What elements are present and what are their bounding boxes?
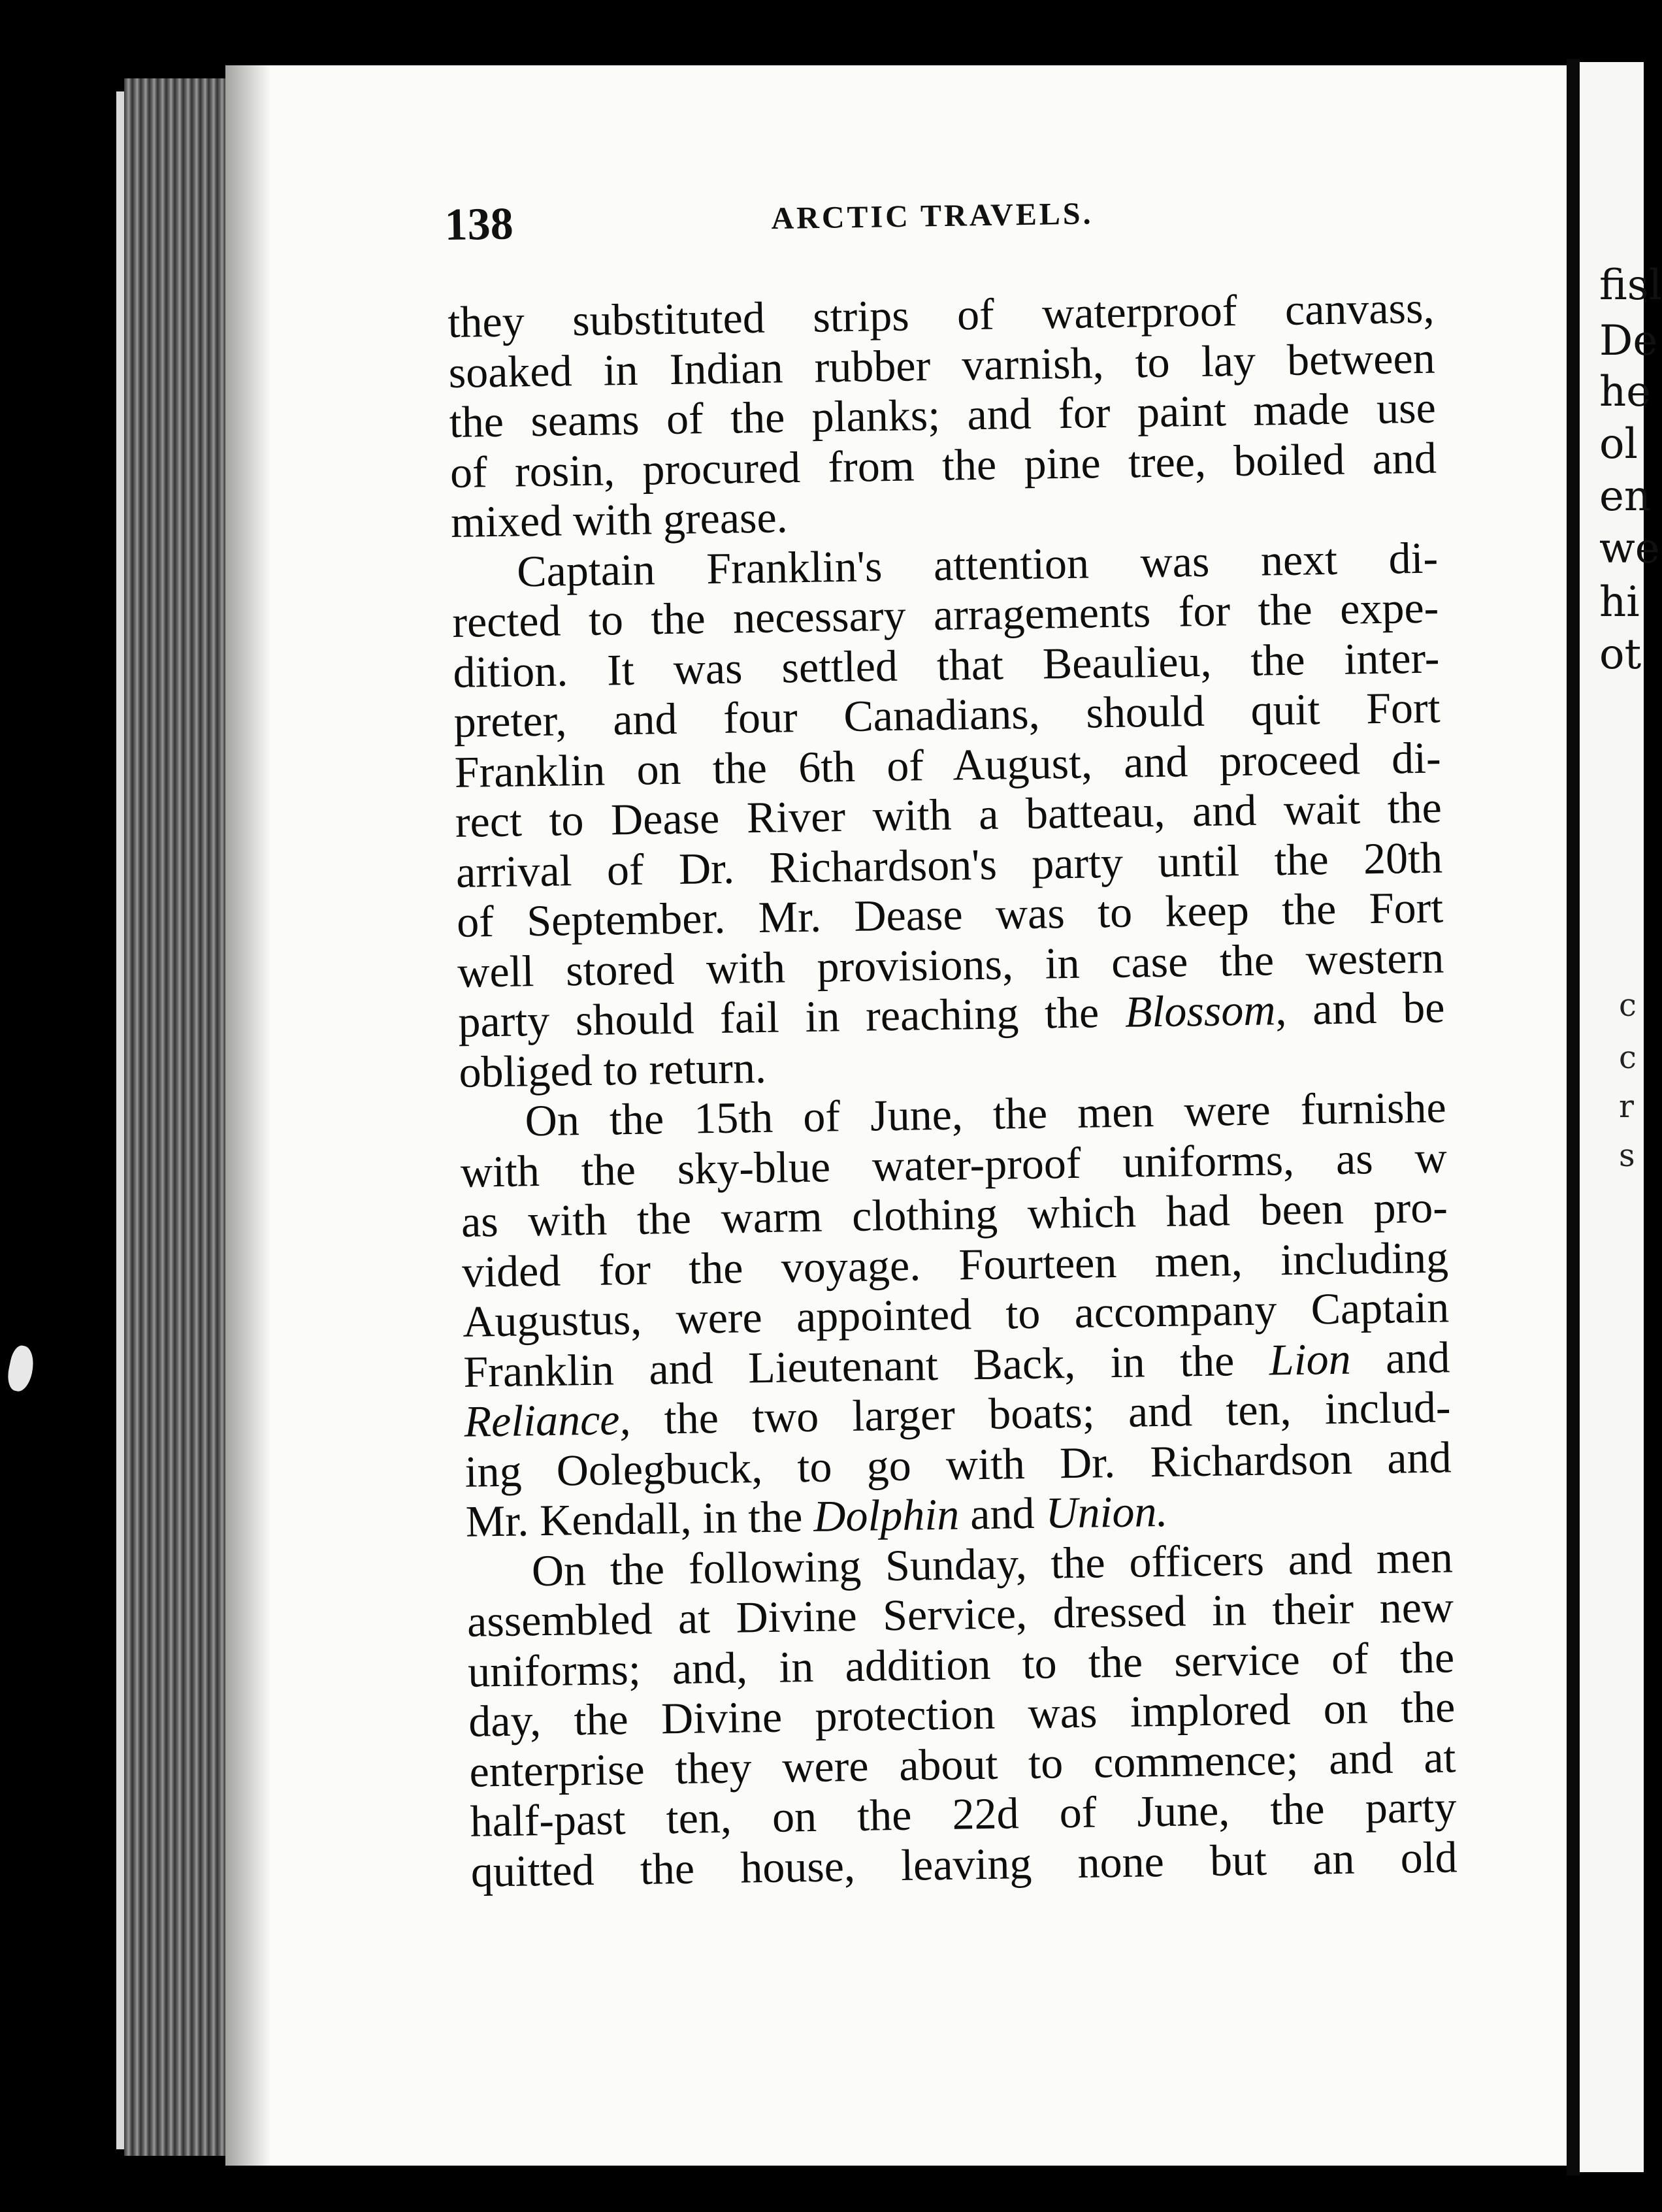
text-line: Franklin on the 6th of August, and proceed di- [454,732,1442,797]
facing-line-fragment: ot [1599,630,1642,679]
italic-text: Dolphin [813,1489,960,1541]
text-line: of September. Mr. Dease was to keep the Fort [456,882,1444,947]
facing-line-fragment: en [1599,472,1652,521]
facing-mark-fragment: c [1619,1039,1637,1076]
italic-text: Lion [1269,1333,1352,1385]
text-line: Franklin and Lieutenant Back, in the Lion and [463,1331,1450,1397]
text-line: of rosin, procured from the pine tree, boiled and [449,432,1437,497]
italic-text: Reliance, [463,1394,631,1446]
text-line: with the sky-blue water-proof uniforms, as w [460,1131,1448,1197]
text-line: soaked in Indian rubber varnish, to lay between [448,333,1436,397]
text-line: they substituted strips of waterproof canvass, [448,282,1435,347]
text-line: mixed with grease. [450,492,789,547]
text-line: On the following Sunday, the officers and men [531,1531,1454,1595]
facing-mark-fragment: c [1619,987,1637,1024]
text-line: quitted the house, leaving none but an old [470,1831,1458,1896]
running-title: ARCTIC TRAVELS. [771,196,1094,236]
page-number: 138 [444,199,514,250]
page-shadow [225,65,271,2166]
text-line: ing Oolegbuck, to go with Dr. Richardson and [464,1431,1452,1497]
facing-mark-fragment: s [1619,1137,1635,1174]
body-text [448,283,1458,1896]
text-line: half-past ten, on the 22d of June, the party [470,1781,1458,1846]
facing-line-fragment: he [1599,368,1652,416]
text-line: rect to Dease River with a batteau, and wait the [455,782,1442,847]
facing-line-fragment: ol [1599,420,1638,468]
facing-line-fragment: De [1599,317,1658,365]
book-gutter [1567,59,1580,2175]
text-line: On the 15th of June, the men were furnishe [525,1082,1447,1146]
text-line: uniforms; and, in addition to the service of the [467,1631,1455,1697]
text-line: party should fail in reaching the Blossom, and be [457,982,1445,1047]
text-line: Augustus, were appointed to accompany Captain [462,1282,1450,1346]
text-line: Captain Franklin's attention was next di- [516,532,1439,596]
text-line: as with the warm clothing which had been pro- [461,1182,1448,1246]
italic-text: Union. [1045,1486,1168,1538]
facing-line-fragment: we [1599,525,1660,573]
facing-line-fragment: hi [1599,578,1640,626]
text-line: day, the Divine protection was implored on the [468,1682,1456,1746]
text-line: Mr. Kendall, in the Dolphin and Union. [465,1486,1168,1546]
facing-mark-fragment: r [1619,1088,1634,1125]
italic-text: Blossom [1124,984,1276,1037]
text-line: Reliance, the two larger boats; and ten, includ- [463,1382,1451,1446]
text-line: vided for the voyage. Fourteen men, including [461,1231,1449,1297]
text-line: obliged to return. [459,1042,767,1097]
text-line: preter, and four Canadians, should quit Fort [453,682,1441,747]
text-line: dition. It was settled that Beaulieu, the inter- [452,632,1440,697]
text-line: rected to the necessary arragements for the expe- [451,582,1439,647]
text-line: enterprise they were about to commence; and at [468,1731,1456,1797]
margin-blot [5,1344,37,1393]
facing-line-fragment: fisl [1599,261,1662,310]
text-line: arrival of Dr. Richardson's party until the 20th [455,832,1443,897]
text-line: assembled at Divine Service, dressed in their new [466,1582,1454,1646]
text-line: well stored with provisions, in case the western [457,932,1444,997]
text-line: the seams of the planks; and for paint made use [449,382,1437,447]
